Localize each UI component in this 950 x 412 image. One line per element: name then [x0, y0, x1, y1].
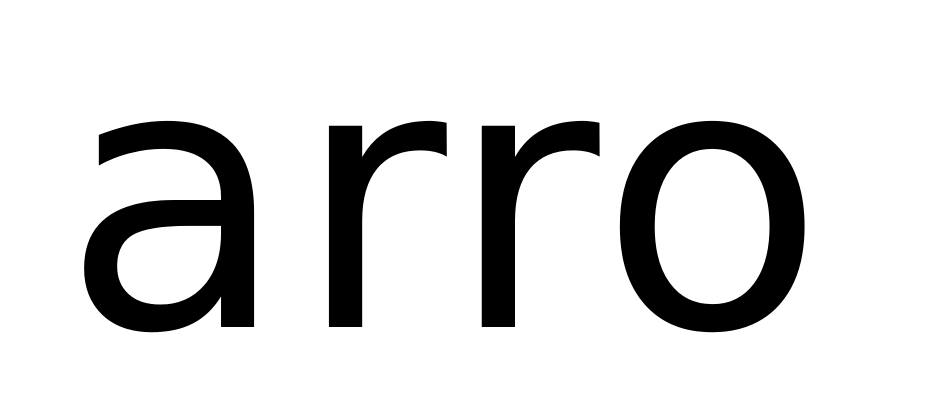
- large-word-text: arro: [62, 0, 833, 412]
